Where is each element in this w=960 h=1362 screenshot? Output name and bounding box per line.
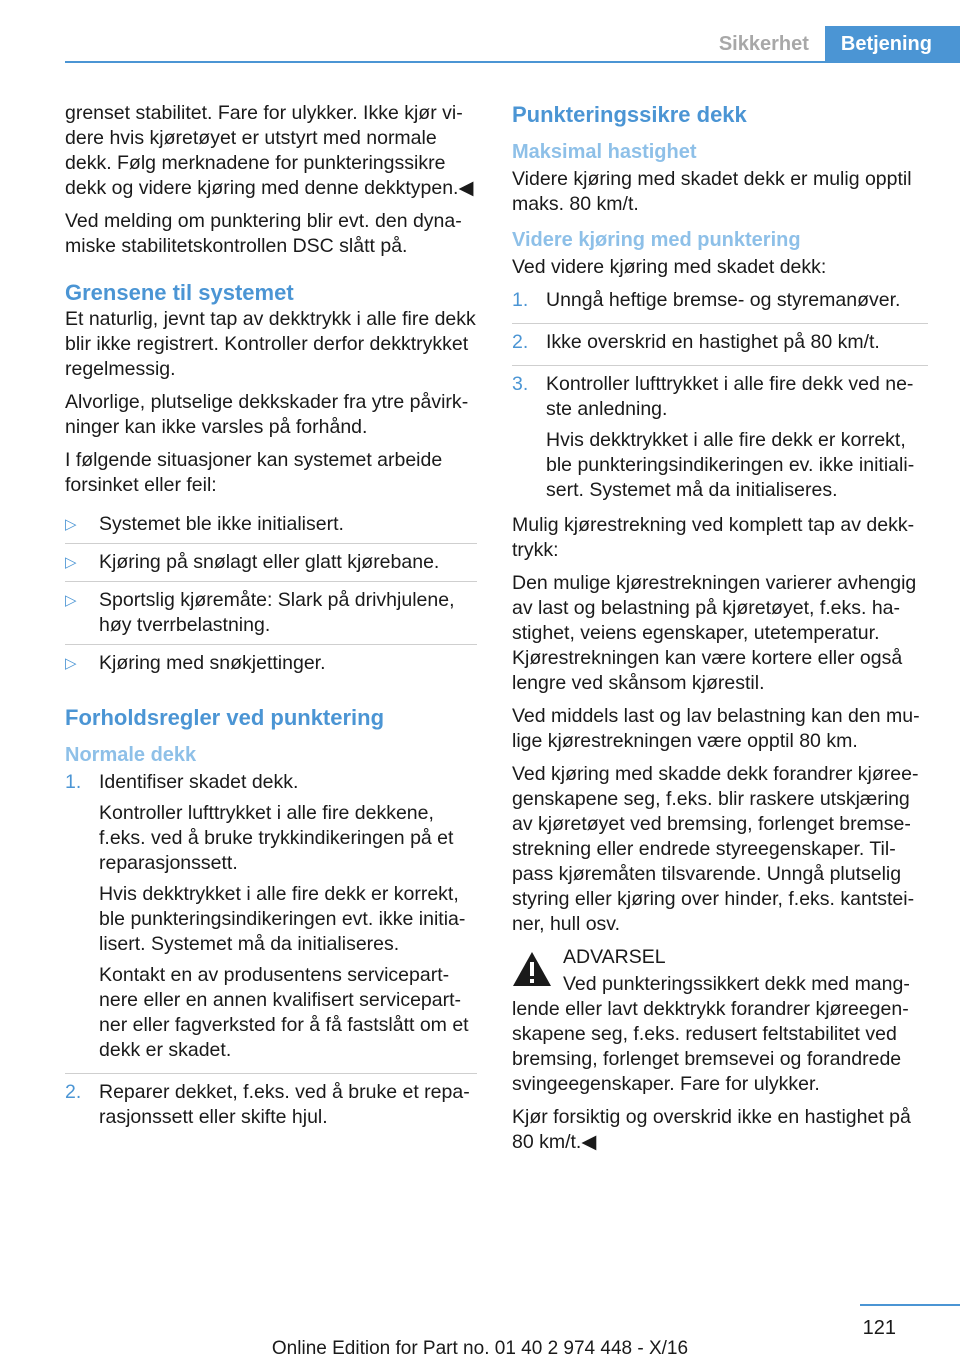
paragraph: Videre kjøring med skadet dekk er mulig opptil maks. 80 km/t. xyxy=(512,168,912,215)
left-column xyxy=(65,101,477,1140)
list-item: 3. Kontroller lufttrykket i alle fire dekk ved neste anledning. Hvis dekktrykket i alle fire dekk er korrekt, ble punkteringsindikeringen ev. ikke initialisert. Systemet må da initialiseres. xyxy=(512,365,928,509)
paragraph: Ved melding om punktering blir evt. den dynamiske stabilitetskontrollen DSC slått på. xyxy=(65,210,462,257)
footer-divider xyxy=(860,1304,960,1306)
triangle-bullet-icon: ▷ xyxy=(65,554,77,571)
list-item: 2. Reparer dekket, f.eks. ved å bruke et reparasjonssett eller skifte hjul. xyxy=(65,1073,477,1136)
heading-videre-kjoring: Videre kjøring med punktering xyxy=(512,229,801,251)
list-item: 1. Unngå heftige bremse- og styremanøver. xyxy=(512,289,901,311)
paragraph: Alvorlige, plutselige dekkskader fra ytre påvirkninger kan ikke varsles på forhånd. xyxy=(65,391,469,438)
heading-punkteringssikre: Punkteringssikre dekk xyxy=(512,102,747,127)
heading-maksimal-hastighet: Maksimal hastighet xyxy=(512,141,697,163)
warning-triangle-icon xyxy=(512,951,552,987)
tab-sikkerhet[interactable]: Sikkerhet xyxy=(703,26,825,62)
triangle-bullet-icon: ▷ xyxy=(65,516,77,533)
page-number: 121 xyxy=(862,1317,896,1339)
paragraph: Ved kjøring med skadde dekk forandrer kjøreegenskapene seg, f.eks. blir raskere utskjæring av kjøretøyet ved bremsing, forlenget bremsestrekning eller endrede styreegenskaper. Tilpass kjøremåten tilsvarende. Unngå plutselig styring eller kjøring over hinder, f.eks. kantsteiner, hull osv. xyxy=(512,763,919,935)
section-tabs xyxy=(703,26,960,62)
paragraph: Den mulige kjørestrekningen varierer avhengig av last og belastning på kjøretøyet, f.eks. hastighet, veiens egenskaper, utetemperatur. Kjørestrekningen kan være kortere eller også lengre ved skånsom kjørestil. xyxy=(512,572,917,694)
heading-normale-dekk: Normale dekk xyxy=(65,744,197,766)
paragraph: grenset stabilitet. Fare for ulykker. Ikke kjør videre hvis kjøretøyet er utstyrt med normale dekk. Følg merknadene for punkteringssikre dekk og videre kjøring med denne dekktypen.◀ xyxy=(65,102,474,199)
numbered-list xyxy=(512,288,928,509)
paragraph: Mulig kjørestrekning ved komplett tap av dekktrykk: xyxy=(512,514,915,561)
tab-betjening[interactable]: Betjening xyxy=(825,26,960,62)
right-column xyxy=(512,101,928,1163)
warning-text: Ved punkteringssikkert dekk med manglende eller lavt dekktrykk forandrer kjøreegenskapene seg, f.eks. redusert feltstabilitet ved bremsing, forlenget bremsevei og forandrede svingeegenskaper. Fare for ulykker. xyxy=(512,973,910,1095)
triangle-bullet-icon: ▷ xyxy=(65,655,77,672)
heading-grensene: Grensene til systemet xyxy=(65,280,294,305)
paragraph: I følgende situasjoner kan systemet arbeide forsinket eller feil: xyxy=(65,449,443,496)
edition-footer: Online Edition for Part no. 01 40 2 974 448 - X/16 xyxy=(271,1338,689,1359)
header-divider xyxy=(65,61,960,63)
paragraph: Ved videre kjøring med skadet dekk: xyxy=(512,256,827,278)
triangle-bullet-icon: ▷ xyxy=(65,592,77,609)
heading-forholdsregler: Forholdsregler ved punktering xyxy=(65,705,385,730)
list-item: ▷ Systemet ble ikke initialisert. xyxy=(65,513,344,535)
warning-title: ADVARSEL xyxy=(563,946,666,968)
warning-box xyxy=(512,945,928,1155)
list-item: ▷ Sportslig kjøremåte: Slark på drivhjulene, høy tverrbelastning. xyxy=(65,581,477,638)
bullet-list xyxy=(65,506,477,676)
numbered-list xyxy=(65,770,477,1136)
warning-text: Kjør forsiktig og overskrid ikke en hastighet på 80 km/t.◀ xyxy=(512,1106,911,1153)
paragraph: Et naturlig, jevnt tap av dekktrykk i alle fire dekk blir ikke registrert. Kontroller derfor dekktrykket regelmessig. xyxy=(65,308,476,380)
list-item: ▷ Kjøring med snøkjettinger. xyxy=(65,644,477,676)
paragraph: Ved middels last og lav belastning kan den mulige kjørestrekningen være opptil 80 km. xyxy=(512,705,920,752)
list-item: ▷ Kjøring på snølagt eller glatt kjørebane. xyxy=(65,543,477,575)
list-item: 2. Ikke overskrid en hastighet på 80 km/t. xyxy=(512,323,928,361)
list-item: 1. Identifiser skadet dekk. Kontroller lufttrykket i alle fire dekkene, f.eks. ved å bruke trykkindikeringen på et reparasjonssett. Hvis dekktrykket i alle fire dekk er korrekt, ble punkteringsindikeringen evt. ikke initialisert. Systemet må da initialiseres. Kontakt en av produsentens servicepartnere eller en annen kvalifisert servicepartner eller fagverksted for å få fastslått om et dekk er skadet. xyxy=(65,771,469,1061)
